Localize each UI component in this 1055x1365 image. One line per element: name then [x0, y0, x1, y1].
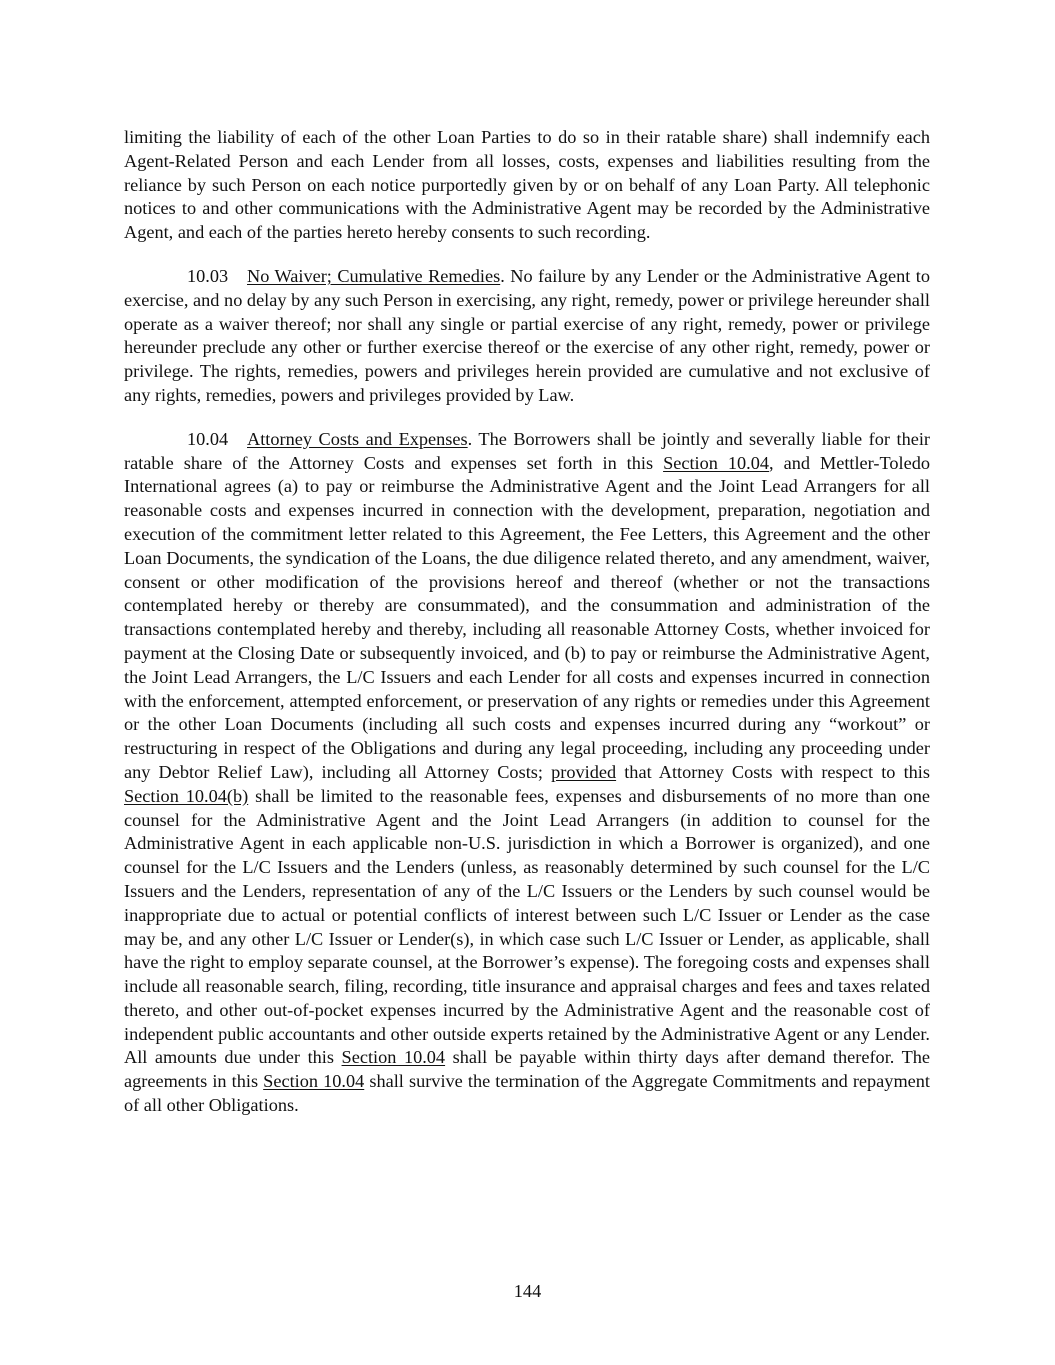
- section-reference: Section 10.04: [663, 452, 770, 473]
- section-text: shall be payable within thirty days after demand therefor. The agreements in this: [124, 1047, 930, 1092]
- section-reference: Section 10.04: [341, 1047, 446, 1068]
- section-text: . The Borrowers shall be jointly and severally liable for their ratable share of the Attorney Costs and expenses set forth in this: [124, 428, 931, 473]
- section-reference: Section 10.04(b): [124, 785, 249, 806]
- section-number: 10.04: [187, 428, 229, 449]
- section-10-04: [124, 428, 930, 1118]
- section-10-03: [124, 265, 930, 408]
- section-text: shall survive the termination of the Aggregate Commitments and repayment of all other Obligations.: [124, 1071, 930, 1116]
- section-heading: Attorney Costs and Expenses: [247, 428, 468, 449]
- continued-paragraph: limiting the liability of each of the other Loan Parties to do so in their ratable share) shall indemnify each Agent-Related Person and each Lender from all losses, costs, expenses and liabilities resulting from the reliance by such Person on each notice purportedly given by or on behalf of any Loan Party. All telephonic notices to and other communications with the Administrative Agent may be recorded by the Administrative Agent, and each of the parties hereto hereby consents to such recording.: [124, 127, 930, 243]
- document-page: [124, 126, 930, 1138]
- page-number: 144: [513, 1281, 542, 1301]
- section-text: , and Mettler-Toledo International agrees (a) to pay or reimburse the Administrative Agent and the Joint Lead Arrangers for all reasonable costs and expenses incurred in connection with the development, preparation, negotiation and execution of the commitment letter related to this Agreement, the Fee Letters, this Agreement and the other Loan Documents, the syndication of the Loans, the due diligence related thereto, and any amendment, waiver, consent or other modification of the provisions hereof and thereof (whether or not the transactions contemplated hereby or thereby are consummated), and the consummation and administration of the transactions contemplated hereby and thereby, including all reasonable Attorney Costs, whether invoiced for payment at the Closing Date or subsequently invoiced, and (b) to pay or reimburse the Administrative Agent, the Joint Lead Arrangers, the L/C Issuers and each Lender for all costs and expenses incurred in connection with the enforcement, attempted enforcement, or preservation of any rights or remedies under this Agreement or the other Loan Documents (including all such costs and expenses incurred during any “workout” or restructuring in respect of the Obligations and during any legal proceeding, including any proceeding under any Debtor Relief Law), including all Attorney Costs;: [124, 452, 930, 782]
- provided-term: provided: [551, 761, 617, 782]
- section-body: . No failure by any Lender or the Administrative Agent to exercise, and no delay by any such Person in exercising, any right, remedy, power or privilege hereunder shall operate as a waiver thereof; nor shall any single or partial exercise of any right, remedy, power or privilege hereunder preclude any other or further exercise thereof or the exercise of any other right, remedy, power or privilege. The rights, remedies, powers and privileges herein provided are cumulative and not exclusive of any rights, remedies, powers and privileges provided by Law.: [124, 265, 930, 405]
- section-heading: No Waiver; Cumulative Remedies: [247, 265, 501, 286]
- section-text: that Attorney Costs with respect to this: [616, 761, 930, 782]
- section-text: shall be limited to the reasonable fees, expenses and disbursements of no more than one counsel for the Administrative Agent and the Joint Lead Arrangers (in addition to counsel for the Administrative Agent in each applicable non-U.S. jurisdiction in which a Borrower is organized), and one counsel for the L/C Issuers and the Lenders (unless, as reasonably determined by such counsel for the L/C Issuers and the Lenders, representation of any of the L/C Issuers or the Lenders by such counsel would be inappropriate due to actual or potential conflicts of interest between such L/C Issuer or Lender as the case may be, and any other L/C Issuer or Lender(s), in which case such L/C Issuer or Lender, as applicable, shall have the right to employ separate counsel, at the Borrower’s expense). The foregoing costs and expenses shall include all reasonable search, filing, recording, title insurance and appraisal charges and fees and taxes related thereto, and other out-of-pocket expenses incurred by the Administrative Agent and the reasonable cost of independent public accountants and other outside experts retained by the Administrative Agent or any Lender. All amounts due under this: [124, 785, 930, 1068]
- section-number: 10.03: [187, 265, 229, 286]
- section-reference: Section 10.04: [263, 1071, 365, 1092]
